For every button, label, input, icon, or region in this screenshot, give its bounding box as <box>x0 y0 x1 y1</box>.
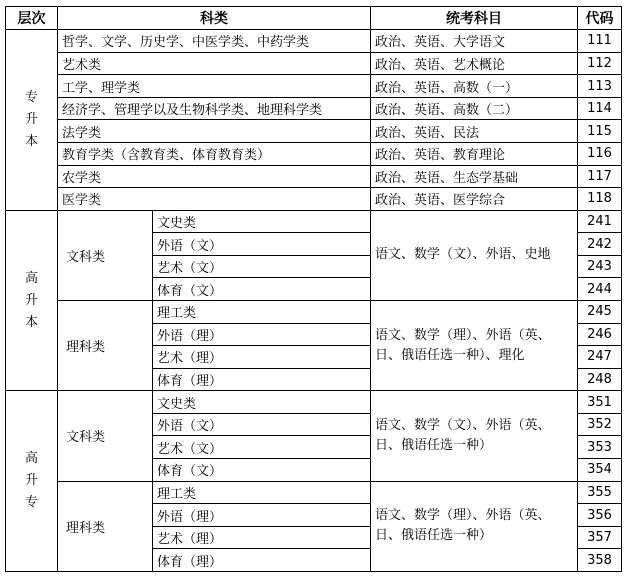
group-cell: 文科类 <box>58 391 153 481</box>
category-cell: 农学类 <box>58 165 371 188</box>
code-cell: 112 <box>578 52 622 75</box>
code-cell: 116 <box>578 142 622 165</box>
level-char: 本 <box>24 133 38 149</box>
level-char: 专 <box>24 89 38 105</box>
subcategory-cell: 文史类 <box>153 210 371 233</box>
subcategory-cell: 外语（理） <box>153 504 371 527</box>
header-level: 层次 <box>6 7 58 30</box>
level-char: 升 <box>24 473 38 489</box>
level-char: 升 <box>24 111 38 127</box>
category-cell: 工学、理学类 <box>58 75 371 98</box>
code-cell: 247 <box>578 346 622 369</box>
table-row <box>6 165 622 188</box>
code-cell: 248 <box>578 368 622 391</box>
table-row <box>6 142 622 165</box>
subcategory-cell: 艺术（理） <box>153 526 371 549</box>
code-cell: 352 <box>578 413 622 436</box>
code-cell: 118 <box>578 188 622 211</box>
header-row <box>6 7 622 30</box>
code-cell: 115 <box>578 120 622 143</box>
level-char: 专 <box>24 495 38 511</box>
table-row <box>6 301 622 324</box>
code-cell: 114 <box>578 97 622 120</box>
code-cell: 351 <box>578 391 622 414</box>
subcategory-cell: 外语（理） <box>153 323 371 346</box>
group-cell: 理科类 <box>58 301 153 391</box>
code-cell: 353 <box>578 436 622 459</box>
header-category: 科类 <box>58 7 371 30</box>
subcategory-cell: 体育（文） <box>153 278 371 301</box>
subjects-cell: 语文、数学（理）、外语（英、日、俄语任选一种）、理化 <box>371 301 578 391</box>
header-code: 代码 <box>578 7 622 30</box>
table-row <box>6 120 622 143</box>
category-cell: 经济学、管理学以及生物科学类、地理科学类 <box>58 97 371 120</box>
category-cell: 教育学类（含教育类、体育教育类） <box>58 142 371 165</box>
subjects-cell: 政治、英语、艺术概论 <box>371 52 578 75</box>
subjects-cell: 语文、数学（文）、外语、史地 <box>371 210 578 300</box>
group-cell: 理科类 <box>58 481 153 571</box>
table-row <box>6 30 622 53</box>
level-char: 升 <box>24 292 38 308</box>
subjects-cell: 语文、数学（文）、外语（英、日、俄语任选一种） <box>371 391 578 481</box>
gsz-level-label <box>6 391 58 572</box>
code-cell: 241 <box>578 210 622 233</box>
subcategory-cell: 文史类 <box>153 391 371 414</box>
subcategory-cell: 外语（文） <box>153 413 371 436</box>
zsb-level-label <box>6 30 58 211</box>
subjects-cell: 政治、英语、教育理论 <box>371 142 578 165</box>
table-row <box>6 97 622 120</box>
category-cell: 哲学、文学、历史学、中医学类、中药学类 <box>58 30 371 53</box>
subjects-cell: 政治、英语、高数（一） <box>371 75 578 98</box>
code-cell: 244 <box>578 278 622 301</box>
gsb-level-label <box>6 210 58 391</box>
subcategory-cell: 体育（理） <box>153 549 371 572</box>
subjects-cell: 政治、英语、医学综合 <box>371 188 578 211</box>
table-row <box>6 481 622 504</box>
subcategory-cell: 体育（理） <box>153 368 371 391</box>
subcategory-cell: 体育（文） <box>153 459 371 482</box>
code-cell: 242 <box>578 233 622 256</box>
category-cell: 艺术类 <box>58 52 371 75</box>
subcategory-cell: 艺术（文） <box>153 255 371 278</box>
subjects-cell: 政治、英语、民法 <box>371 120 578 143</box>
table-row <box>6 391 622 414</box>
table-row <box>6 52 622 75</box>
subjects-cell: 政治、英语、高数（二） <box>371 97 578 120</box>
table-row <box>6 75 622 98</box>
table-row <box>6 188 622 211</box>
subjects-cell: 语文、数学（理）、外语（英、日、俄语任选一种） <box>371 481 578 571</box>
subcategory-cell: 艺术（文） <box>153 436 371 459</box>
code-cell: 355 <box>578 481 622 504</box>
subcategory-cell: 理工类 <box>153 301 371 324</box>
subjects-cell: 政治、英语、大学语文 <box>371 30 578 53</box>
code-cell: 356 <box>578 504 622 527</box>
group-cell: 文科类 <box>58 210 153 300</box>
code-cell: 243 <box>578 255 622 278</box>
code-cell: 354 <box>578 459 622 482</box>
code-cell: 111 <box>578 30 622 53</box>
header-subjects: 统考科目 <box>371 7 578 30</box>
code-cell: 117 <box>578 165 622 188</box>
subcategory-cell: 外语（文） <box>153 233 371 256</box>
level-char: 高 <box>24 270 38 286</box>
exam-subjects-table <box>5 6 622 572</box>
level-char: 高 <box>24 451 38 467</box>
table-row <box>6 210 622 233</box>
category-cell: 法学类 <box>58 120 371 143</box>
subjects-cell: 政治、英语、生态学基础 <box>371 165 578 188</box>
code-cell: 358 <box>578 549 622 572</box>
code-cell: 245 <box>578 301 622 324</box>
code-cell: 113 <box>578 75 622 98</box>
code-cell: 357 <box>578 526 622 549</box>
subcategory-cell: 理工类 <box>153 481 371 504</box>
subcategory-cell: 艺术（理） <box>153 346 371 369</box>
gsb-section <box>6 210 622 391</box>
category-cell: 医学类 <box>58 188 371 211</box>
gsz-section <box>6 391 622 572</box>
zsb-section <box>6 30 622 211</box>
level-char: 本 <box>24 314 38 330</box>
code-cell: 246 <box>578 323 622 346</box>
